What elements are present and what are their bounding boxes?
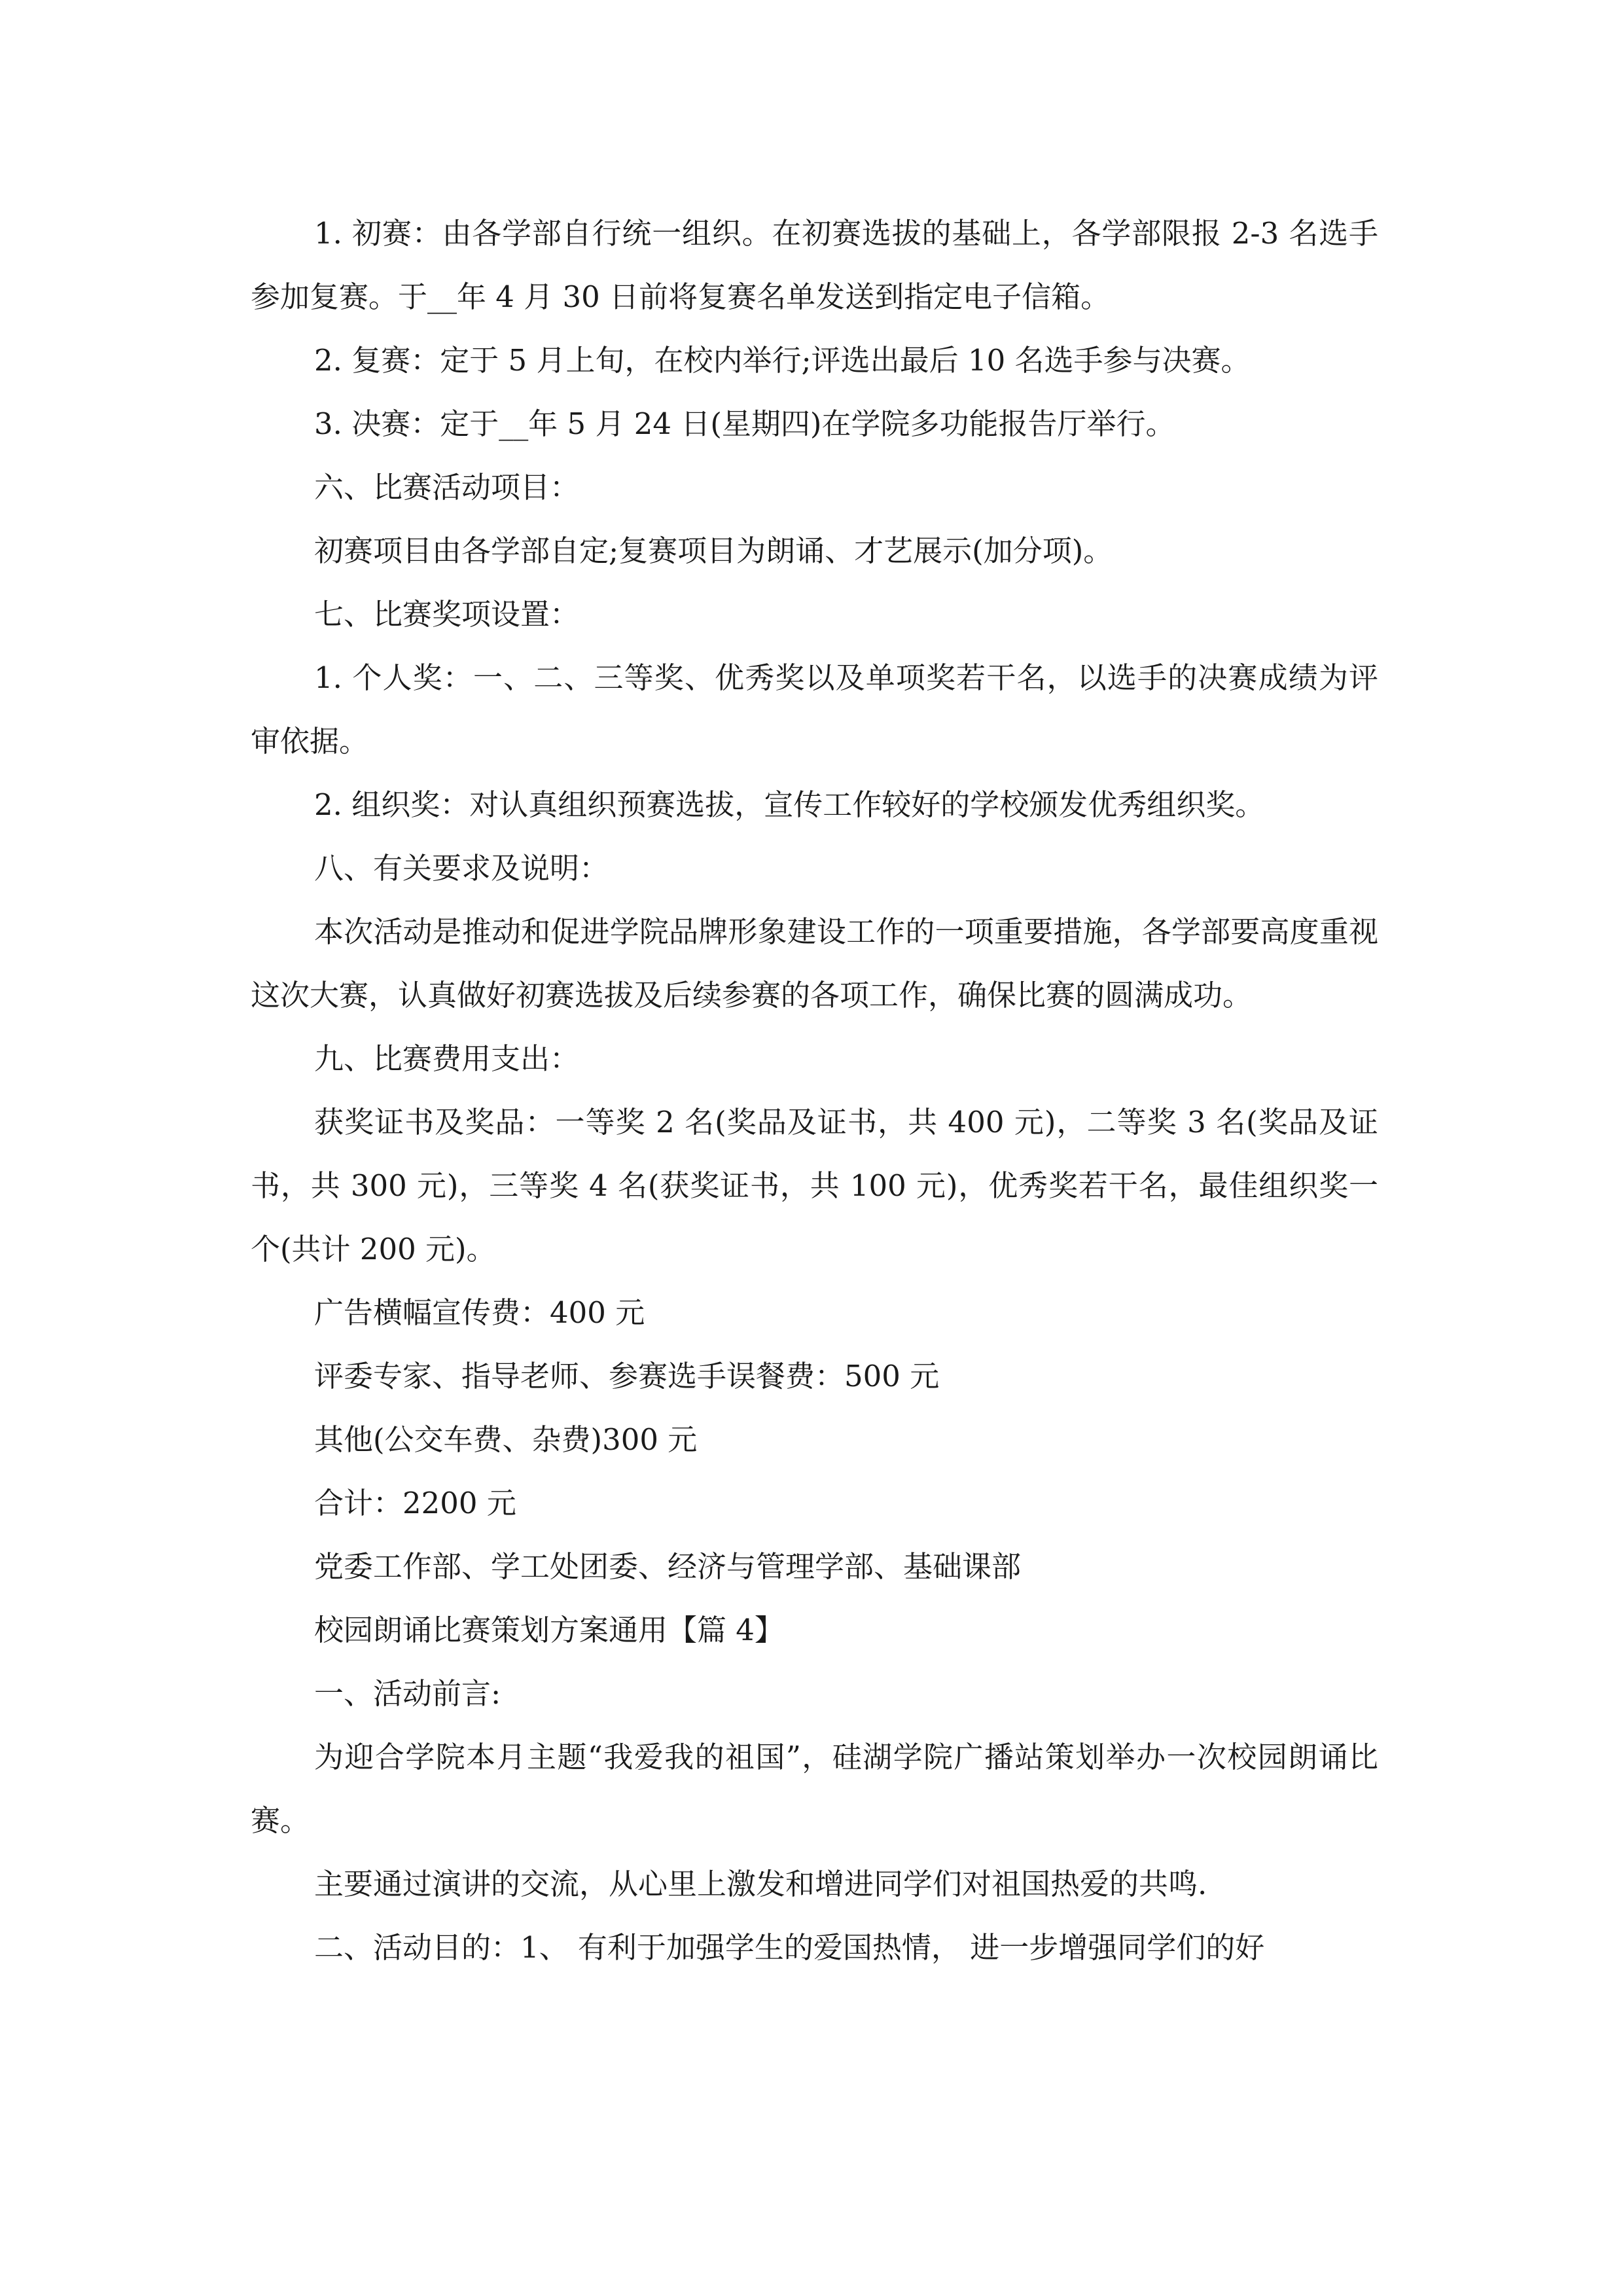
section-heading-objectives: 二、活动目的：1、 有利于加强学生的爱国热情， 进一步增强同学们的好 (314, 1930, 1265, 1965)
section-heading-awards: 七、比赛奖项设置： (314, 597, 580, 632)
paragraph-award-organization: 2. 组织奖：对认真组织预赛选拔，宣传工作较好的学校颁发优秀组织奖。 (314, 787, 1265, 822)
paragraph-round-semifinal: 2. 复赛：定于 5 月上旬，在校内举行;评选出最后 10 名选手参与决赛。 (314, 343, 1251, 378)
document-body (251, 202, 1378, 1979)
section-heading-events: 六、比赛活动项目： (314, 470, 580, 505)
paragraph-expense-prizes: 获奖证书及奖品：一等奖 2 名(奖品及证书，共 400 元)，二等奖 3 名(奖品及证书，共 300 元)，三等奖 4 名(获奖证书，共 100 元)，优秀奖若干名，最佳组织奖一个(共计 200 元)。 (251, 1105, 1378, 1266)
paragraph-expense-other: 其他(公交车费、杂费)300 元 (314, 1422, 698, 1457)
article-title: 校园朗诵比赛策划方案通用【篇 4】 (314, 1613, 784, 1647)
paragraph-round-preliminary: 1. 初赛：由各学部自行统一组织。在初赛选拔的基础上，各学部限报 2-3 名选手参加复赛。于__年 4 月 30 日前将复赛名单发送到指定电子信箱。 (251, 216, 1378, 314)
paragraph-expense-banner: 广告横幅宣传费：400 元 (314, 1295, 645, 1330)
paragraph-round-final: 3. 决赛：定于__年 5 月 24 日(星期四)在学院多功能报告厅举行。 (314, 406, 1175, 441)
section-heading-preface: 一、活动前言: (314, 1676, 501, 1711)
paragraph-expense-meals: 评委专家、指导老师、参赛选手误餐费：500 元 (314, 1359, 940, 1393)
paragraph-award-individual: 1. 个人奖：一、二、三等奖、优秀奖以及单项奖若干名，以选手的决赛成绩为评审依据。 (251, 660, 1378, 759)
paragraph-organizers: 党委工作部、学工处团委、经济与管理学部、基础课部 (314, 1549, 1022, 1584)
paragraph-requirements: 本次活动是推动和促进学院品牌形象建设工作的一项重要措施，各学部要高度重视这次大赛，认真做好初赛选拔及后续参赛的各项工作，确保比赛的圆满成功。 (251, 914, 1378, 1013)
paragraph-preface-purpose: 主要通过演讲的交流，从心里上激发和增进同学们对祖国热爱的共鸣. (314, 1867, 1207, 1901)
paragraph-expense-total: 合计：2200 元 (314, 1486, 516, 1520)
section-heading-expenses: 九、比赛费用支出： (314, 1041, 580, 1076)
paragraph-preface: 为迎合学院本月主题“我爱我的祖国”，硅湖学院广播站策划举办一次校园朗诵比赛。 (251, 1740, 1378, 1838)
paragraph-events: 初赛项目由各学部自定;复赛项目为朗诵、才艺展示(加分项)。 (314, 533, 1113, 568)
section-heading-requirements: 八、有关要求及说明： (314, 851, 609, 886)
